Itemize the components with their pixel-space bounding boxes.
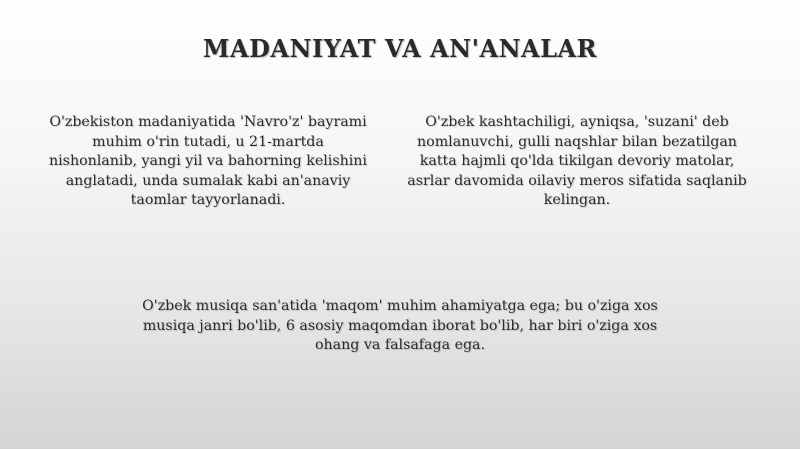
paragraph-suzani: O'zbek kashtachiligi, ayniqsa, 'suzani' deb nomlanuvchi, gulli naqshlar bilan bezatilgan katta hajmli qo'lda tikilgan devoriy matolar, asrlar davomida oilaviy meros sifatida saqlanib kelingan. [407, 114, 747, 208]
slide-title: MADANIYAT VA AN'ANALAR [202, 34, 598, 63]
paragraph-navroz: O'zbekiston madaniyatida 'Navro'z' bayrami muhim o'rin tutadi, u 21-martda nishonlanib, yangi yil va bahorning kelishini anglatadi, unda sumalak kabi an'anaviy taomlar tayyorlanadi. [49, 114, 367, 208]
paragraph-maqom: O'zbek musiqa san'atida 'maqom' muhim ahamiyatga ega; bu o'ziga xos musiqa janri bo'lib, 6 asosiy maqomdan iborat bo'lib, har biri o'ziga xos ohang va falsafaga ega. [142, 298, 658, 353]
